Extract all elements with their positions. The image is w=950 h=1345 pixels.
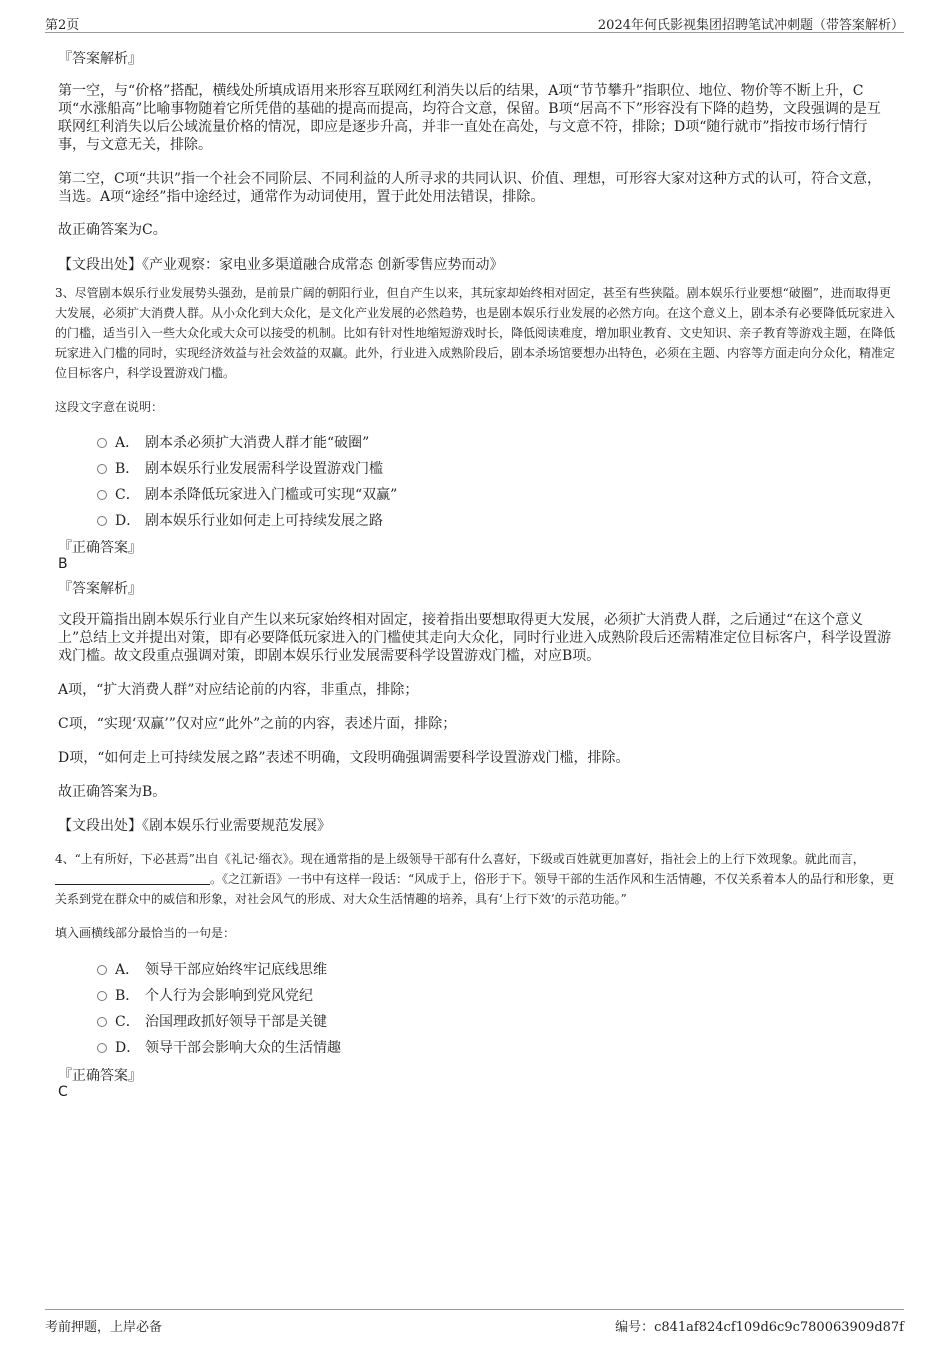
q2-analysis-tag: 『答案解析』 — [58, 51, 142, 67]
option-text: 剧本杀降低玩家进入门槛或可实现“双赢” — [145, 487, 398, 503]
q4-answer: C — [58, 1084, 68, 1100]
footer-slogan: 考前押题，上岸必备 — [45, 1320, 163, 1335]
q4-option-d[interactable] — [97, 1037, 341, 1057]
q3-note-a: A项，“扩大消费人群”对应结论前的内容，非重点，排除； — [58, 682, 419, 698]
option-text: 领导干部会影响大众的生活情趣 — [145, 1040, 341, 1056]
option-text: 剧本杀必须扩大消费人群才能“破圈” — [145, 435, 370, 451]
q2-analysis-para1: 第一空，与“价格”搭配，横线处所填成语用来形容互联网红利消失以后的结果，A项“节节攀升”指职位、地位、物价等不断上升，C项“水涨船高”比喻事物随着它所凭借的基础的提高而提高，均符合文意，保留。B项“居高不下”形容没有下降的趋势，文段强调的是互联网红利消失以后公域流量价格的情况，即应是逐步升高，并非一直处在高处，与文意不符，排除；D项“随行就市”指按市场行情行事，与文意无关，排除。 — [58, 83, 881, 153]
q3-source: 【文段出处】《剧本娱乐行业需要规范发展》 — [58, 818, 331, 834]
page-header — [45, 10, 904, 33]
radio-icon[interactable] — [97, 1043, 107, 1053]
q4-answer-tag: 『正确答案』 — [58, 1068, 142, 1084]
document-id: 编号：c841af824cf109d6c9c780063909d87f — [615, 1320, 904, 1335]
radio-icon[interactable] — [97, 1017, 107, 1027]
option-letter: C． — [115, 1014, 140, 1030]
q2-analysis-para2: 第二空，C项“共识”指一个社会不同阶层、不同利益的人所寻求的共同认识、价值、理想，可形容大家对这种方式的认可，符合文意，当选。A项“途经”指中途经过，通常作为动词使用，置于此处用法错误，排除。 — [58, 171, 882, 205]
q3-option-c[interactable] — [97, 484, 397, 504]
radio-icon[interactable] — [97, 438, 107, 448]
radio-icon[interactable] — [97, 965, 107, 975]
option-letter: A． — [115, 962, 140, 978]
q3-option-a[interactable] — [97, 432, 369, 452]
page-footer — [45, 1309, 904, 1338]
radio-icon[interactable] — [97, 516, 107, 526]
q4-option-a[interactable] — [97, 959, 327, 979]
q3-option-b[interactable] — [97, 458, 383, 478]
radio-icon[interactable] — [97, 991, 107, 1001]
q4-stem-part2: 。《之江新语》一书中有这样一段话：“风成于上，俗形于下。领导干部的生活作风和生活情趣，不仅关系着本人的品行和形象，更关系到党在群众中的威信和形象，对社会风气的形成、对大众生活情趣的培养，具有‘上行下效’的示范功能。” — [55, 872, 895, 906]
q4-stem — [55, 849, 895, 909]
q4-option-c[interactable] — [97, 1011, 327, 1031]
option-letter: A． — [115, 435, 140, 451]
q3-option-d[interactable] — [97, 510, 383, 530]
radio-icon[interactable] — [97, 490, 107, 500]
q2-conclusion: 故正确答案为C。 — [58, 222, 167, 238]
q3-note-d: D项，“如何走上可持续发展之路”表述不明确，文段明确强调需要科学设置游戏门槛，排除。 — [58, 750, 630, 766]
option-letter: D． — [115, 1040, 141, 1056]
q3-analysis-para1: 文段开篇指出剧本娱乐行业自产生以来玩家始终相对固定，接着指出要想取得更大发展，必须扩大消费人群，之后通过“在这个意义上”总结上文并提出对策，即有必要降低玩家进入的门槛使其走向大众化，同时行业进入成熟阶段后还需精准定位目标客户，科学设置游戏门槛。故文段重点强调对策，即剧本娱乐行业发展需要科学设置游戏门槛，对应B项。 — [58, 612, 892, 664]
option-text: 剧本娱乐行业发展需科学设置游戏门槛 — [145, 461, 383, 477]
option-letter: C． — [115, 487, 140, 503]
option-text: 个人行为会影响到党风党纪 — [145, 988, 313, 1004]
option-text: 治国理政抓好领导干部是关键 — [145, 1014, 327, 1030]
q4-option-b[interactable] — [97, 985, 313, 1005]
q3-prompt: 这段文字意在说明： — [55, 400, 164, 414]
radio-icon[interactable] — [97, 464, 107, 474]
q3-note-c: C项，“实现‘双赢’”仅对应“此外”之前的内容，表述片面，排除； — [58, 716, 457, 732]
q3-answer-tag: 『正确答案』 — [58, 540, 142, 556]
q4-stem-part1: 4、“上有所好，下必甚焉”出自《礼记·缁衣》。现在通常指的是上级领导干部有什么喜好，下级或百姓就更加喜好，指社会上的上行下效现象。就此而言， — [55, 852, 865, 866]
option-letter: D． — [115, 513, 141, 529]
q2-source: 【文段出处】《产业观察：家电业多渠道融合成常态 创新零售应势而动》 — [58, 257, 504, 273]
document-title: 2024年何氏影视集团招聘笔试冲刺题（带答案解析） — [597, 18, 904, 33]
q3-analysis-tag: 『答案解析』 — [58, 581, 142, 597]
q3-answer: B — [58, 556, 68, 572]
option-text: 领导干部应始终牢记底线思维 — [145, 962, 327, 978]
page-number: 第2页 — [45, 18, 80, 33]
q3-conclusion: 故正确答案为B。 — [58, 784, 167, 800]
option-letter: B． — [115, 988, 140, 1004]
option-text: 剧本娱乐行业如何走上可持续发展之路 — [145, 513, 383, 529]
q3-stem: 3、尽管剧本娱乐行业发展势头强劲，是前景广阔的朝阳行业，但自产生以来，其玩家却始终相对固定，甚至有些狭隘。剧本娱乐行业要想“破圈”，进而取得更大发展，必须扩大消费人群。从小众化到大众化，是文化产业发展的必然趋势，也是剧本娱乐行业发展的必然方向。在这个意义上，剧本杀有必要降低玩家进入的门槛，适当引入一些大众化或大众可以接受的机制。比如有针对性地缩短游戏时长，降低阅读难度，增加职业教育、文史知识、亲子教育等游戏主题，在降低玩家进入门槛的同时，实现经济效益与社会效益的双赢。此外，行业进入成熟阶段后，剧本杀场馆要想办出特色，必须在主题、内容等方面走向分众化，精准定位目标客户，科学设置游戏门槛。 — [55, 286, 896, 380]
q4-prompt: 填入画横线部分最恰当的一句是： — [55, 926, 236, 940]
fill-blank-line — [55, 872, 210, 885]
option-letter: B． — [115, 461, 140, 477]
